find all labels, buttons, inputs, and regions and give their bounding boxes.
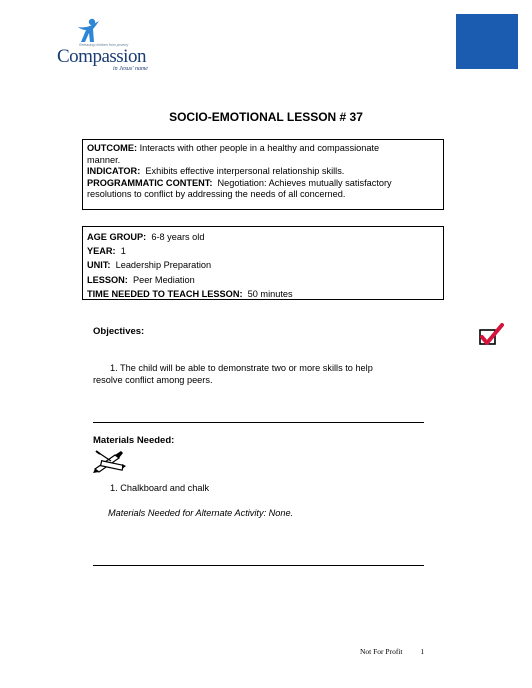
- materials-item-1: 1. Chalkboard and chalk: [110, 483, 210, 493]
- outcome-line: [87, 143, 439, 155]
- outcome-text-cont: manner.: [87, 154, 121, 165]
- unit-label: UNIT:: [87, 260, 111, 271]
- time-label: TIME NEEDED TO TEACH LESSON:: [87, 288, 243, 299]
- indicator-label: INDICATOR:: [87, 166, 141, 176]
- blue-corner-block: [456, 14, 518, 69]
- compassion-logo: [55, 18, 170, 72]
- programmatic-line: [87, 178, 439, 190]
- outcome-label: OUTCOME:: [87, 143, 138, 153]
- indicator-line: [87, 166, 439, 178]
- programmatic-label: PROGRAMMATIC CONTENT:: [87, 177, 213, 188]
- outcome-box: [82, 139, 444, 210]
- indicator-text: Exhibits effective interpersonal relationship skills.: [145, 166, 345, 176]
- year-label: YEAR:: [87, 246, 116, 257]
- page-footer: [360, 647, 424, 656]
- objective-item-1-cont: resolve conflict among peers.: [93, 375, 213, 385]
- pencil-crayon-icon: [93, 449, 127, 473]
- objectives-heading: Objectives:: [93, 326, 145, 337]
- age-group-row: [87, 230, 439, 244]
- outcome-text: Interacts with other people in a healthy and compassionate: [139, 143, 380, 153]
- lesson-info-box: [82, 226, 444, 300]
- compassion-logo-figure-icon: [75, 18, 105, 44]
- checkbox-checked-icon: [478, 322, 506, 348]
- programmatic-text-cont: resolutions to conflict by addressing the needs of all concerned.: [87, 189, 346, 199]
- time-value: 50 minutes: [247, 288, 293, 299]
- logo-brand: Compassion: [57, 46, 146, 67]
- alternate-materials: Materials Needed for Alternate Activity: None.: [108, 508, 294, 518]
- year-row: [87, 244, 439, 258]
- page-number: 1: [420, 647, 425, 656]
- unit-value: Leadership Preparation: [115, 260, 212, 271]
- lesson-value: Peer Mediation: [132, 274, 195, 285]
- logo-subtitle: in Jesus' name: [113, 66, 148, 72]
- unit-row: [87, 258, 439, 272]
- divider-line: [93, 422, 424, 423]
- logo-tagline: Releasing children from poverty: [79, 43, 129, 47]
- year-value: 1: [120, 246, 126, 257]
- objective-item-1: 1. The child will be able to demonstrate two or more skills to help: [110, 363, 373, 373]
- age-group-label: AGE GROUP:: [87, 232, 147, 242]
- programmatic-text: Negotiation: Achieves mutually satisfactory: [217, 177, 392, 188]
- age-group-value: 6-8 years old: [151, 232, 205, 242]
- divider-line-bottom: [93, 565, 424, 566]
- lesson-label: LESSON:: [87, 274, 128, 285]
- lesson-title: SOCIO-EMOTIONAL LESSON # 37: [169, 110, 363, 124]
- lesson-row: [87, 273, 439, 287]
- footer-text: Not For Profit: [360, 647, 403, 656]
- time-row: [87, 287, 439, 301]
- materials-heading: Materials Needed:: [93, 435, 175, 446]
